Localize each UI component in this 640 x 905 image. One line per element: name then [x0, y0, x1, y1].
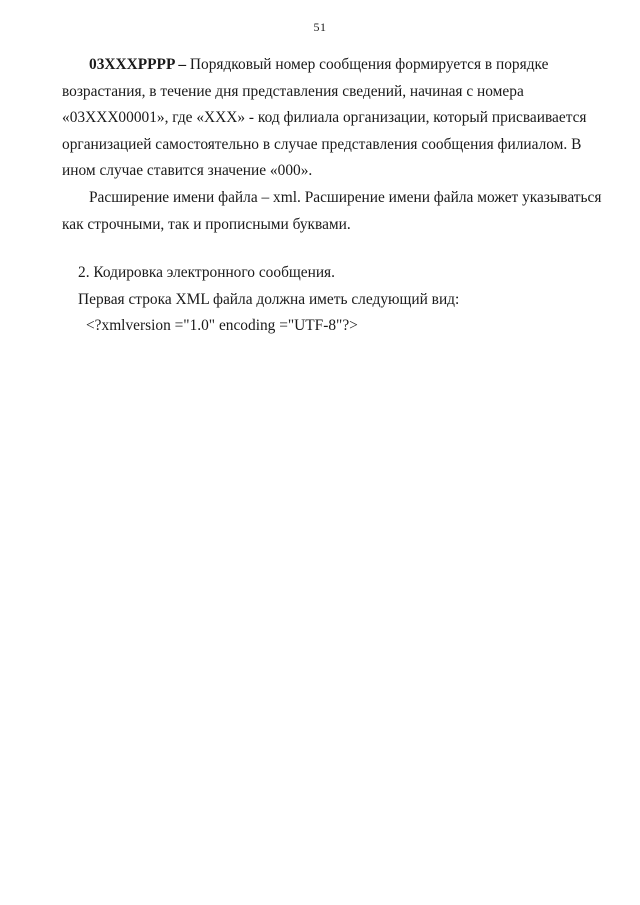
section-body: Первая строка XML файла должна иметь следующий вид: — [78, 290, 460, 308]
paragraph-line: ином случае ставится значение «000». — [62, 162, 313, 180]
page-content — [62, 52, 602, 340]
term-message-number: 03XXXPPPP – — [89, 56, 187, 73]
section-heading: 2. Кодировка электронного сообщения. — [78, 264, 335, 282]
paragraph-line — [62, 52, 592, 79]
paragraph-line: организацией самостоятельно в случае представления сообщения филиалом. В — [62, 135, 582, 153]
paragraph-file-extension — [62, 185, 602, 238]
paragraph-line: возрастания, в течение дня представления сведений, начиная с номера — [62, 82, 524, 100]
paragraph-line: «03XXX00001», где «XXX» - код филиала организации, который присваивается — [62, 109, 587, 127]
page-number: 51 — [313, 20, 327, 34]
xml-declaration-example: <?xmlversion ="1.0" encoding ="UTF-8"?> — [86, 317, 358, 335]
paragraph-line: Расширение имени файла – xml. Расширение имени файла может указываться — [89, 188, 602, 206]
term-description: Порядковый номер сообщения формируется в порядке — [186, 56, 549, 73]
paragraph-message-number — [62, 52, 592, 185]
section-encoding — [62, 260, 592, 340]
spacer — [62, 238, 592, 260]
paragraph-line: как строчными, так и прописными буквами. — [62, 215, 351, 233]
